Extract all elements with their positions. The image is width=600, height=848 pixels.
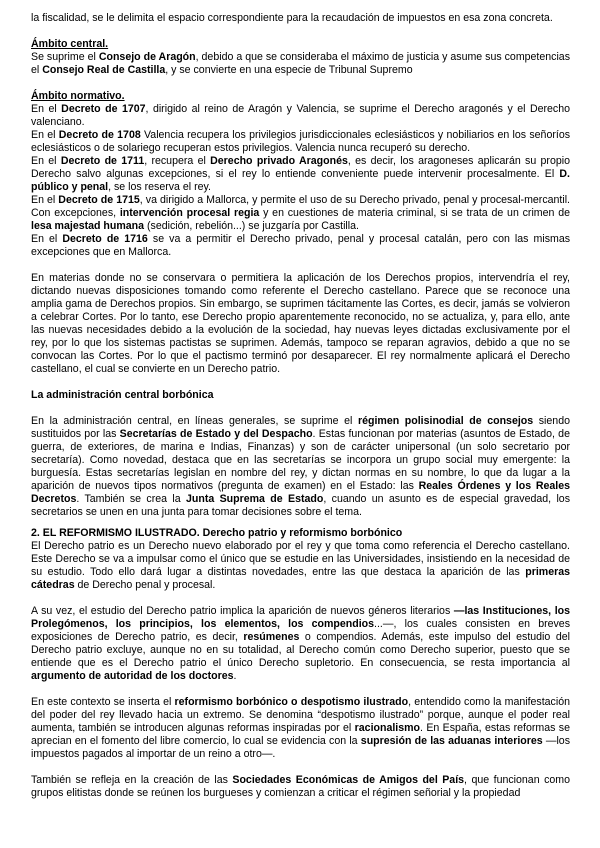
- sociedades-paragraph: También se refleja en la creación de las Sociedades Económicas de Amigos del País, que funcionan como grupos elitistas donde se reúnen los burgueses y comienzan a criticar el régimen señorial y la propiedad: [31, 774, 570, 799]
- decreto-1716-paragraph: En el Decreto de 1716 se va a permitir el Derecho privado, penal y procesal catalán, pero con las mismas excepciones que en Mallorca.: [31, 233, 571, 258]
- administracion-paragraph: En la administración central, en líneas generales, se suprime el régimen polisinodial de consejos siendo sustituidos por las Secretarías de Estado y del Despacho. Estas funcionan por materias (asuntos de Estado, de guerra, de exteriores, de marina e Indias, Finanzas) y son de carácter unipersonal (un solo secretario por secretaría). Como novedad, destaca que en las secretarías se incorpora un grupo social muy emergente: la burguesía. Estas secretarías legislan en nombre del rey, y dictan normas en su nombre, lo que da lugar a la aparición de nuevos tipos normativos (pregunta de examen) en el Estado: las Reales Órdenes y los Reales Decretos. También se crea la Junta Suprema de Estado, cuando un asunto es de especial gravedad, los secretarios se unen en una junta para tomar decisiones sobre el tema.: [31, 415, 571, 518]
- despotismo-paragraph: En este contexto se inserta el reformismo borbónico o despotismo ilustrado, entendido como la manifestación del poder del rey llevado hacia un extremo. Se denomina “despotismo ilustrado” porque, aunque el poder real aumenta, también se introducen algunas reformas inspiradas por el racionalismo. En España, estas reformas se aprecian en el fomento del libre comercio, lo cual se evidencia con la supresión de las aduanas interiores —los impuestos pagados al importar de un reino a otro—.: [31, 696, 570, 760]
- document-page: [31, 12, 570, 800]
- decreto-1711-paragraph: En el Decreto de 1711, recupera el Derecho privado Aragonés, es decir, los aragoneses aplicarán su propio Derecho salvo algunas excepciones, si el rey lo entiende conveniente puede intervenir procesalmente. El D. público y penal, se los reserva el rey.: [31, 155, 570, 193]
- administracion-heading: La administración central borbónica: [31, 389, 214, 401]
- ambito-central-paragraph: Se suprime el Consejo de Aragón, debido a que se consideraba el máximo de justicia y asume sus competencias el Consejo Real de Castilla, y se convierte en una especie de Tribunal Supremo: [31, 51, 570, 76]
- decreto-1707-paragraph: En el Decreto de 1707, dirigido al reino de Aragón y Valencia, se suprime el Derecho aragonés y el Derecho valenciano.: [31, 103, 570, 128]
- decreto-1715-paragraph: En el Decreto de 1715, va dirigido a Mallorca, y permite el uso de su Derecho privado, penal y procesal-mercantil. Con excepciones, intervención procesal regia y en cuestiones de materia criminal, si se trata de un crimen de lesa majestad humana (sedición, rebelión...) se juzgaría por Castilla.: [31, 194, 570, 232]
- intro-paragraph: la fiscalidad, se le delimita el espacio correspondiente para la recaudación de impuestos en esa zona concreta.: [31, 12, 553, 24]
- generos-literarios-paragraph: A su vez, el estudio del Derecho patrio implica la aparición de nuevos géneros literarios —las Instituciones, los Prolegómenos, los principios, los elementos, los compendios...—, los cuales consisten en breves exposiciones de Derecho patrio, es decir, resúmenes o compendios. Además, este impulso del estudio del Derecho patrio excluye, aunque no en su totalidad, al Derecho común como Derecho superior, puesto que se entiende que es el Derecho patrio el único Derecho supletorio. En consecuencia, se resta importancia al argumento de autoridad de los doctores.: [31, 605, 571, 682]
- reformismo-heading: 2. EL REFORMISMO ILUSTRADO. Derecho patrio y reformismo borbónico: [31, 527, 403, 539]
- derecho-patrio-paragraph: El Derecho patrio es un Derecho nuevo elaborado por el rey y que toma como referencia el Derecho castellano. Este Derecho se va a impulsar como el único que se estudie en las Universidades, insistiendo en la necesidad de su estudio. Todo ello dará lugar a distintas novedades, entre las que destaca la aparición de las primeras cátedras de Derecho penal y procesal.: [31, 540, 570, 591]
- ambito-normativo-heading: Ámbito normativo.: [31, 90, 125, 102]
- materias-paragraph: En materias donde no se conservara o permitiera la aplicación de los Derechos propios, intervendría el rey, dictando nuevas disposiciones tomando como referente el Derecho castellano. Parece que se reconoce una amplia gama de Derechos propios. Sin embargo, se suprimen tácitamente las Cortes, es decir, jamás se volvieron a celebrar Cortes. Por lo tanto, ese Derecho propio aparentemente reconocido, no se actualiza, y, para ello, ante las nuevas necesidades debido a la evolución de la sociedad, hay nuevas leyes dictadas exclusivamente por el rey, por lo que los sistemas pactistas se suprimen. Además, tampoco se reparan agravios, debido a que no se convocan las Cortes. Por lo que el pactismo terminó por desaparecer. El rey normalmente aplicará el Derecho castellano, el cual se convierte en un Derecho patrio.: [31, 272, 570, 375]
- ambito-central-heading: Ámbito central.: [31, 38, 109, 50]
- decreto-1708-paragraph: En el Decreto de 1708 Valencia recupera los privilegios jurisdiccionales eclesiásticos y nobiliarios en los señoríos eclesiásticos o de solariego recuperan estos privilegios. Valencia nunca recuperó su derecho.: [31, 129, 571, 154]
